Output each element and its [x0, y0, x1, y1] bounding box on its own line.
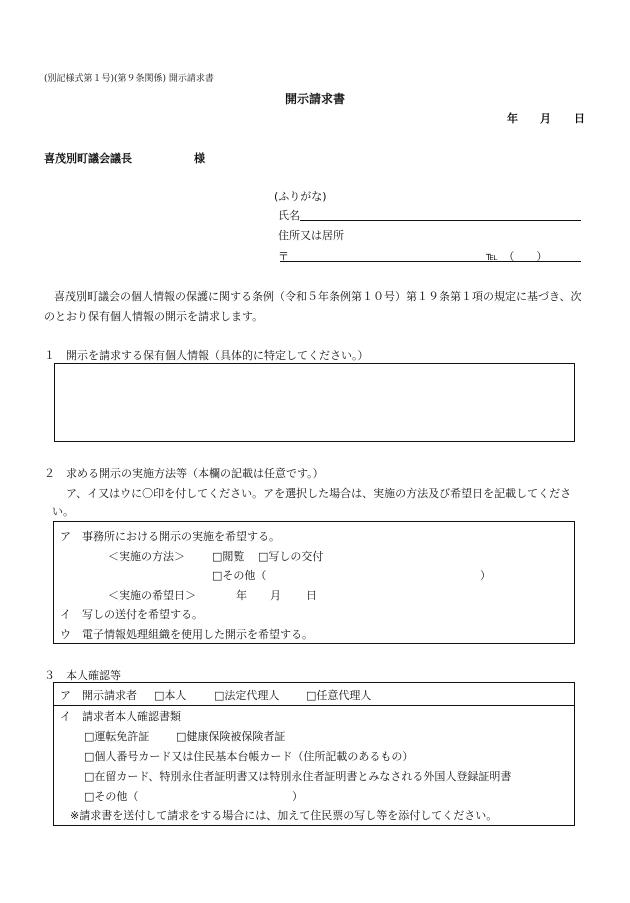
requester-type-row	[53, 682, 575, 706]
preferred-date-label: ＜実施の希望日＞	[108, 589, 196, 602]
date-month-label: 月	[540, 112, 551, 125]
method-view-checkbox[interactable]: □閲覧	[212, 550, 245, 563]
section2-note: ア、イ又はウに〇印を付してください。アを選択した場合は、実施の方法及び希望日を記載してください。	[52, 487, 572, 518]
preferred-date-month: 月	[270, 589, 281, 602]
intro-text: 喜茂別町議会の個人情報の保護に関する条例（令和５年条例第１０号）第１９条第１項の規定に基づき、次のとおり保有個人情報の開示を請求します。	[44, 290, 582, 323]
requester-type-label: ア 開示請求者	[60, 689, 137, 702]
address-field[interactable]	[280, 261, 581, 262]
date-year-label: 年	[507, 112, 518, 125]
name-label: 氏名	[278, 209, 300, 222]
mynumber-card-checkbox[interactable]: □個人番号カード又は住民基本台帳カード（住所記載のあるもの）	[84, 750, 414, 763]
method-other-close: ）	[480, 569, 491, 582]
name-field[interactable]	[300, 220, 581, 221]
drivers-license-checkbox[interactable]: □運転免許証	[84, 730, 150, 743]
identity-documents-box	[53, 704, 575, 826]
disclosure-method-box	[53, 521, 575, 644]
method-label: ＜実施の方法＞	[108, 550, 185, 563]
addressee-name: 喜茂別町議会議長	[44, 152, 132, 165]
option-b-mail[interactable]: イ 写しの送付を希望する。	[60, 608, 203, 621]
section2-heading: ２ 求める開示の実施方法等（本欄の記載は任意です。）	[44, 467, 324, 480]
section1-heading: １ 開示を請求する保有個人情報（具体的に特定してください。）	[44, 349, 369, 362]
addressee-honorific: 様	[194, 152, 205, 165]
tel-label: ℡ （ ）	[486, 250, 548, 263]
identity-documents-label: イ 請求者本人確認書類	[60, 710, 181, 723]
date-day-label: 日	[574, 112, 585, 125]
residence-card-checkbox[interactable]: □在留カード、特別永住者証明書又は特別永住者証明書とみなされる外国人登録証明書	[84, 770, 512, 783]
form-id: (別記様式第１号)(第９条関係) 開示請求書	[44, 74, 214, 84]
preferred-date-day: 日	[306, 589, 317, 602]
preferred-date-year: 年	[236, 589, 247, 602]
requested-info-box[interactable]	[54, 363, 575, 442]
voluntary-representative-checkbox[interactable]: □任意代理人	[306, 689, 372, 702]
self-checkbox[interactable]: □本人	[154, 689, 187, 702]
other-document-close: ）	[292, 790, 303, 803]
option-c-electronic[interactable]: ウ 電子情報処理組織を使用した開示を希望する。	[60, 628, 313, 641]
legal-representative-checkbox[interactable]: □法定代理人	[214, 689, 280, 702]
furigana-label: (ふりがな)	[274, 190, 327, 203]
address-label: 住所又は居所	[278, 229, 344, 242]
option-a-onsite[interactable]: ア 事務所における開示の実施を希望する。	[60, 530, 280, 543]
postal-mark: 〒	[278, 250, 289, 263]
section3-heading: ３ 本人確認等	[44, 669, 121, 682]
method-copy-checkbox[interactable]: □写しの交付	[258, 550, 324, 563]
document-title: 開示請求書	[284, 92, 345, 106]
postal-note: ※請求書を送付して請求をする場合には、加えて住民票の写し等を添付してください。	[70, 809, 498, 822]
health-insurance-checkbox[interactable]: □健康保険被保険者証	[176, 730, 286, 743]
other-document-checkbox[interactable]: □その他（	[84, 790, 139, 803]
method-other-checkbox[interactable]: □その他（	[212, 569, 267, 582]
